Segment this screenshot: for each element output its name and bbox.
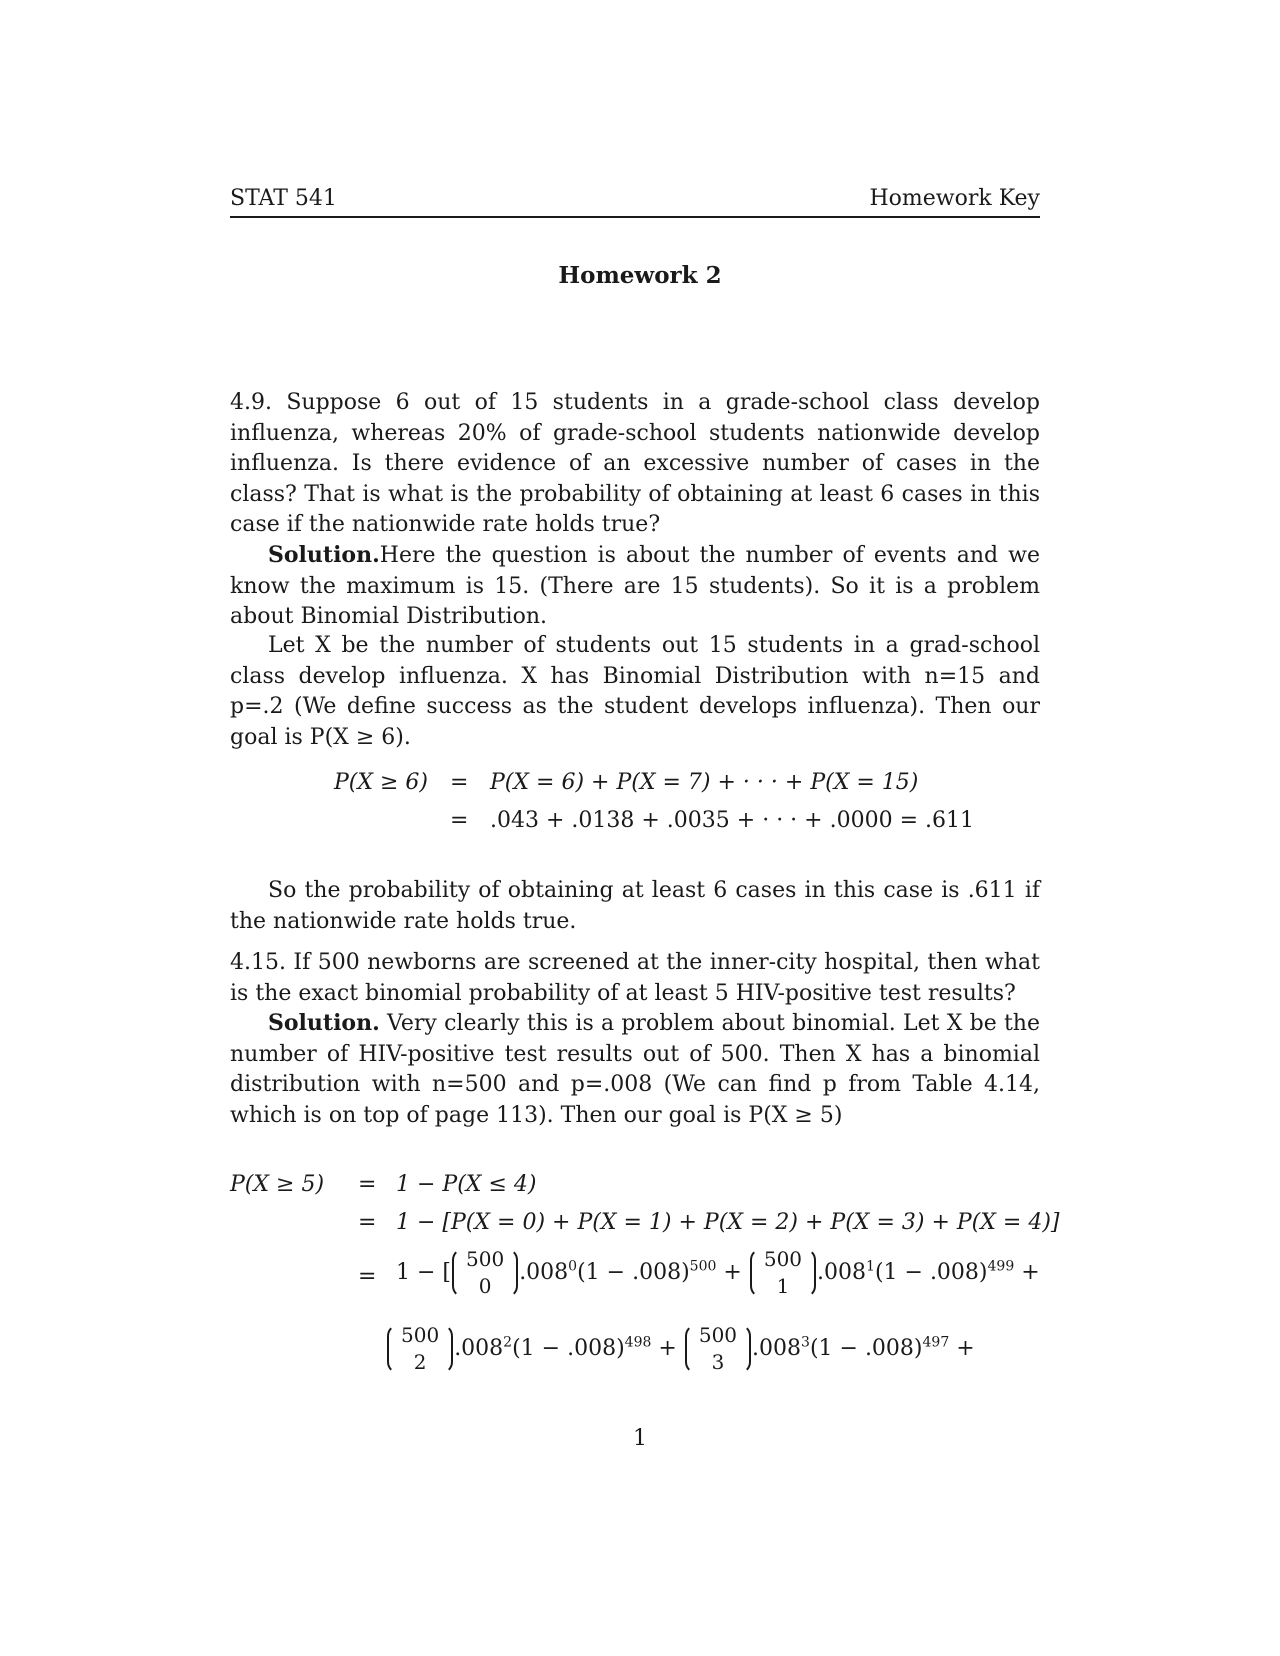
binomial-coefficient [452, 1246, 518, 1300]
equation-4-9 [0, 770, 1280, 850]
problem-4-9-conclusion: So the probability of obtaining at least 6 cases in this case is .611 if the nationwide rate holds true. [230, 878, 1040, 934]
term-base: .008 [454, 1336, 504, 1361]
term-exponent: 499 [987, 1258, 1015, 1275]
equals-sign: = [450, 770, 469, 795]
term-base: .008 [817, 1260, 867, 1285]
equation-lhs: P(X ≥ 6) [333, 770, 428, 795]
page-number: 1 [633, 1426, 647, 1451]
problem-4-9-setup: Let X be the number of students out 15 students in a grad-school class develop influenza. X has Binomial Distribution with n=15 and p=.2 (We define success as the student develops influenza). Then our goal is P(X ≥ 6). [230, 633, 1040, 750]
binom-n: 500 [401, 1323, 440, 1347]
equation-line-2: 1 − [P(X = 0) + P(X = 1) + P(X = 2) + P(X = 3) + P(X = 4)] [396, 1210, 1060, 1235]
term-base: .008 [752, 1336, 802, 1361]
binomial-coefficient [750, 1246, 816, 1300]
term-complement: (1 − .008) [874, 1260, 988, 1285]
term-complement: (1 − .008) [809, 1336, 923, 1361]
plus-sign: + [716, 1260, 742, 1285]
plus-sign: + [1014, 1260, 1040, 1285]
term-exponent: 2 [503, 1334, 513, 1351]
term-complement: (1 − .008) [512, 1336, 625, 1361]
term-complement: (1 − .008) [577, 1260, 690, 1285]
plus-sign: + [651, 1336, 677, 1361]
bracket-prefix: 1 − [ [396, 1260, 451, 1285]
term-exponent: 497 [922, 1334, 950, 1351]
equals-sign: = [450, 808, 469, 833]
binom-n: 500 [698, 1323, 738, 1347]
equation-line-1: 1 − P(X ≤ 4) [396, 1172, 537, 1197]
equation-line-1: P(X = 6) + P(X = 7) + · · · + P(X = 15) [490, 770, 919, 795]
binom-k: 0 [478, 1274, 492, 1298]
binom-n: 500 [763, 1247, 803, 1271]
equation-line-4 [386, 1322, 975, 1376]
equals-sign: = [358, 1210, 377, 1235]
binom-k: 2 [413, 1350, 427, 1374]
binomial-coefficient [685, 1322, 751, 1376]
binom-k: 1 [776, 1274, 790, 1298]
binom-n: 500 [466, 1247, 505, 1271]
problem-4-9-solution [230, 540, 1040, 633]
page-header [230, 180, 1040, 218]
equals-sign: = [358, 1264, 377, 1289]
page-title: Homework 2 [558, 262, 722, 289]
document-type: Homework Key [869, 186, 1040, 211]
problem-4-15-question: 4.15. If 500 newborns are screened at the inner-city hospital, then what is the exact binomial probability of at least 5 HIV-positive test results? [230, 950, 1040, 1006]
term-exponent: 1 [866, 1258, 875, 1275]
binomial-coefficient [387, 1322, 453, 1376]
term-exponent: 498 [624, 1334, 652, 1351]
problem-4-9-question: 4.9. Suppose 6 out of 15 students in a grade-school class develop influenza, whereas 20% of grade-school students nationwide develop influenza. Is there evidence of an excessive number of cases in the class? That is what is the probability of obtaining at least 6 cases in this case if the nationwide rate holds true? [230, 390, 1040, 537]
solution-label: Solution. [268, 542, 380, 568]
problem-4-15-solution [230, 1008, 1040, 1131]
solution-text: Very clearly this is a problem about binomial. Let X be the number of HIV-positive test results out of 500. Then X has a binomial distribution with n=500 and p=.008 (We can find p from Table 4.14, which is on top of page 113). Then our goal is P(X ≥ 5) [230, 1011, 1040, 1128]
term-exponent: 500 [689, 1258, 717, 1275]
equation-lhs: P(X ≥ 5) [230, 1172, 325, 1197]
term-exponent: 3 [801, 1334, 810, 1351]
solution-text: Here the question is about the number of events and we know the maximum is 15. (There are 15 students). So it is a problem about Binomial Distribution. [230, 543, 1040, 629]
term-base: .008 [519, 1260, 569, 1285]
plus-sign: + [949, 1336, 975, 1361]
term-exponent: 0 [568, 1258, 578, 1275]
equals-sign: = [358, 1172, 377, 1197]
solution-label: Solution. [268, 1010, 380, 1036]
equation-line-2: .043 + .0138 + .0035 + · · · + .0000 = .611 [490, 808, 974, 833]
equation-line-3 [396, 1246, 1040, 1300]
course-code: STAT 541 [230, 186, 337, 211]
equation-4-15 [0, 1172, 1280, 1402]
binom-k: 3 [711, 1350, 725, 1374]
